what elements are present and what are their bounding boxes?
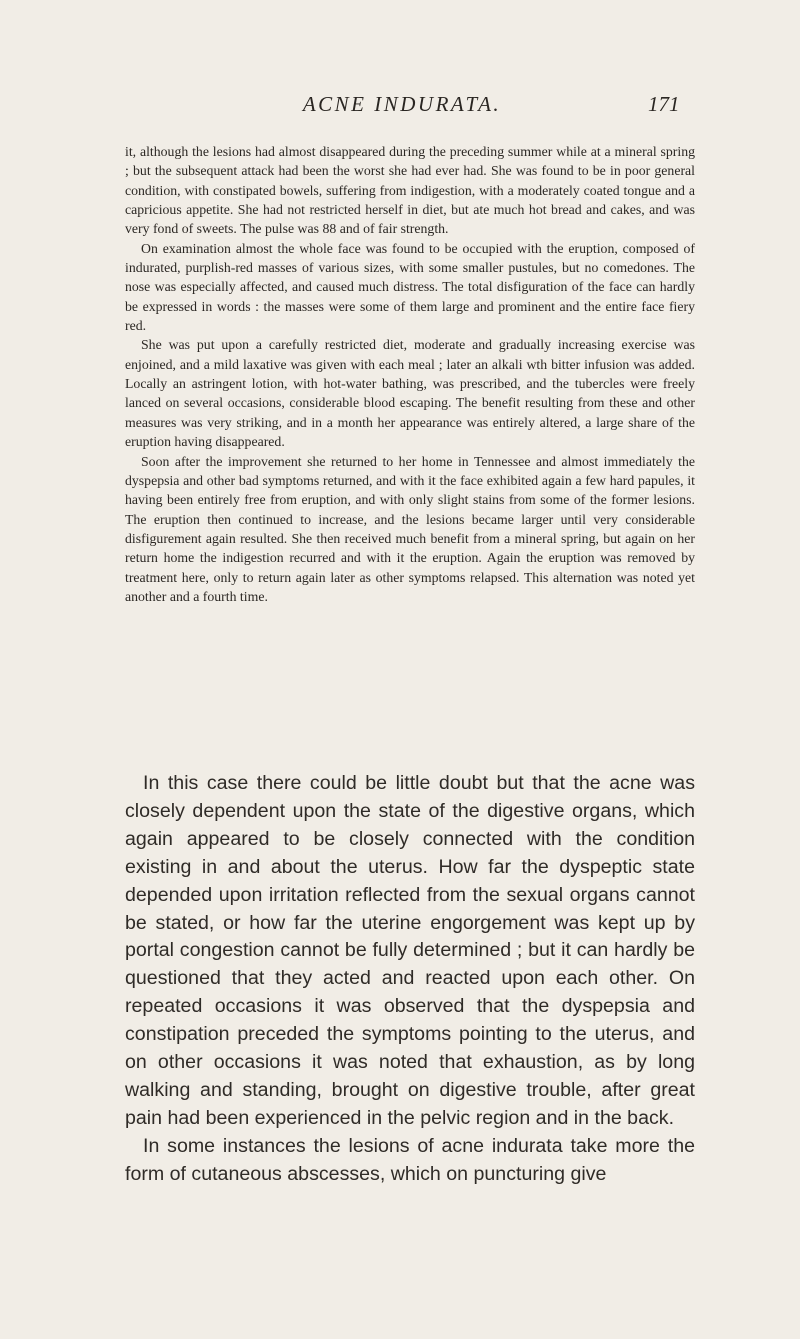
case-report-text	[125, 142, 695, 606]
discussion-text	[125, 770, 695, 1189]
paragraph-abscess-form: In some instances the lesions of acne indurata take more the form of cutaneous abscesses, which on puncturing give	[125, 1134, 695, 1185]
paragraph-treatment: She was put upon a carefully restricted diet, moderate and gradually increasing exercise was enjoined, and a mild laxative was given with each meal ; later an alkali wth bitter infusion was added. Locally an astringent lotion, with hot-water bathing, was prescribed, and the tubercles were freely lanced on several occasions, considerable blood escaping. The benefit resulting from these and other measures was very striking, and in a month her appearance was entirely altered, a large share of the eruption having disappeared.	[125, 337, 695, 450]
paragraph-case-history: it, although the lesions had almost disappeared during the preceding summer while at a mineral spring ; but the subsequent attack had been the worst she had ever had. She was found to be in poor general condition, with constipated bowels, suffering from indigestion, with a moderately coated tongue and a capricious appetite. She had not restricted herself in diet, but ate much hot bread and cakes, and was very fond of sweets. The pulse was 88 and of fair strength.	[125, 144, 695, 237]
paragraph-discussion: In this case there could be little doubt but that the acne was closely dependent upon the state of the digestive organs, which again appeared to be closely connected with the condition existing in and about the uterus. How far the dyspeptic state depended upon irritation reflected from the sexual organs cannot be stated, or how far the uterine engorgement was kept up by portal congestion cannot be fully determined ; but it can hardly be questioned that they acted and reacted upon each other. On repeated occasions it was observed that the dyspepsia and constipation preceded the symptoms pointing to the uterus, and on other occasions it was noted that exhaustion, as by long walking and standing, brought on digestive trouble, after great pain had been experienced in the pelvic region and in the back.	[125, 772, 695, 1129]
page-number: 171	[648, 92, 680, 116]
paragraph-examination: On examination almost the whole face was found to be occupied with the eruption, composed of indurated, purplish-red masses of various sizes, with some smaller pustules, but no comedones. The nose was especially affected, and caused much distress. The total disfiguration of the face can hardly be expressed in words : the masses were some of them large and prominent and the entire face fiery red.	[125, 240, 695, 334]
paragraph-relapse: Soon after the improvement she returned to her home in Tennessee and almost immediately the dyspepsia and other bad symptoms returned, and with it the face exhibited again a few hard papules, it having been entirely free from eruption, and with only slight stains from some of the former lesions. The eruption then continued to increase, and the lesions became larger until very considerable disfigurement again resulted. She then received much benefit from a mineral spring, but again on her return home the indigestion recurred and with it the eruption. Again the eruption was removed by treatment here, only to return again later as other symptoms relapsed. This alternation was noted yet another and a fourth time.	[125, 453, 695, 604]
running-title: ACNE INDURATA.	[302, 92, 502, 116]
